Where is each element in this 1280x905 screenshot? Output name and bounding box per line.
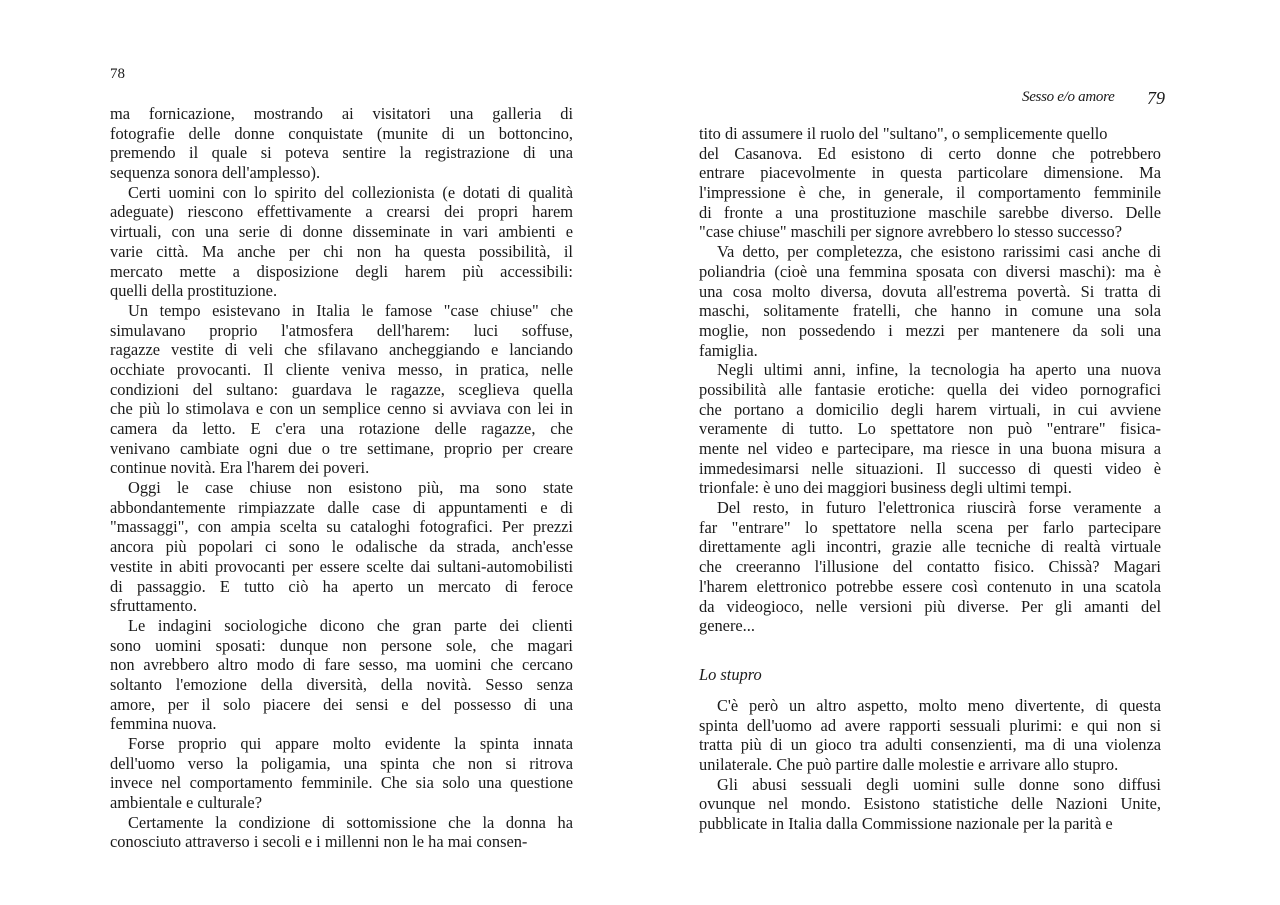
text-line: tratta più di un gioco tra adulti consenzienti, ma di una violenza xyxy=(699,735,1161,755)
text-line: virtuali, con una serie di donne disseminate in vari ambienti e xyxy=(110,222,573,242)
running-head: Sesso e/o amore xyxy=(1022,89,1115,105)
text-line: abbondantemente rimpiazzate dalle case di appuntamenti e di xyxy=(110,497,573,517)
paragraph xyxy=(699,498,1161,636)
paragraph xyxy=(699,696,1161,775)
text-line: continue novità. Era l'harem dei poveri. xyxy=(110,458,370,478)
text-line: mente nel video e partecipare, ma riesce in una buona misura a xyxy=(699,439,1161,458)
paragraph xyxy=(110,104,573,183)
text-line: moglie, non possedendo i mezzi per mantenere da soli una xyxy=(699,320,1161,340)
text-line: Un tempo esistevano in Italia le famose "case chiuse" che xyxy=(128,300,573,320)
text-line: genere... xyxy=(699,616,755,636)
text-line: una cosa molto diversa, dovuta all'estrema povertà. Si tratta di xyxy=(699,281,1161,301)
text-line: mercato mette a disposizione degli harem più accessibili: xyxy=(110,261,573,281)
text-line: camera da letto. E c'era una rotazione delle ragazze, che xyxy=(110,419,573,438)
text-line: "case chiuse" maschili per signore avrebbero lo stesso successo? xyxy=(699,222,1123,242)
text-line: maschi, solitamente fratelli, che hanno in comune una sola xyxy=(699,301,1161,321)
paragraph xyxy=(699,124,1161,144)
text-line: Le indagini sociologiche dicono che gran parte dei clienti xyxy=(128,615,573,635)
text-line: ancora più popolari ci sono le odalische da strada, anch'esse xyxy=(110,537,573,557)
text-line: simulavano proprio l'atmosfera dell'harem: luci soffuse, xyxy=(110,320,573,340)
text-line: C'è però un altro aspetto, molto meno divertente, di questa xyxy=(717,696,1161,715)
text-line: veramente di tutto. Lo spettatore non può "entrare" fisica- xyxy=(699,419,1161,439)
text-line: famiglia. xyxy=(699,340,758,360)
text-line: che creeranno l'illusione del contatto fisico. Chissà? Magari xyxy=(699,557,1161,577)
text-line: di fronte a una prostituzione maschile sarebbe diverso. Delle xyxy=(699,202,1161,222)
text-line: sequenza sonora dell'amplesso). xyxy=(110,163,321,183)
text-line: fotografie delle donne conquistate (munite di un bottoncino, xyxy=(110,123,573,143)
text-line: Va detto, per completezza, che esistono rarissimi casi anche di xyxy=(717,242,1161,262)
text-line: possibilità alle fantasie erotiche: quella dei video pornografici xyxy=(699,379,1161,399)
text-line: direttamente agli incontri, grazie alle tecniche di realtà virtuale xyxy=(699,537,1161,557)
text-line: ovunque nel mondo. Esistono statistiche delle Nazioni Unite, xyxy=(699,794,1161,814)
text-line: Certamente la condizione di sottomissione che la donna ha xyxy=(128,812,573,832)
text-line: conosciuto attraverso i secoli e i millenni non le ha mai consen- xyxy=(110,832,528,852)
text-line: dell'uomo verso la poligamia, una spinta che non si ritrova xyxy=(110,753,573,773)
paragraph xyxy=(699,360,1161,498)
text-line: sono uomini sposati: dunque non persone sole, che magari xyxy=(110,635,573,655)
text-line: Oggi le case chiuse non esistono più, ma sono state xyxy=(128,478,573,498)
paragraph xyxy=(110,301,573,478)
text-line: di passaggio. E tutto ciò ha aperto un mercato di feroce xyxy=(110,576,573,596)
text-line: entrare piacevolmente in questa particolare dimensione. Ma xyxy=(699,163,1161,183)
right-page-section-body xyxy=(699,696,1161,834)
text-line: far "entrare" lo spettatore nella scena per farlo partecipare xyxy=(699,517,1161,537)
text-line: l'impressione è che, in generale, il comportamento femminile xyxy=(699,183,1161,203)
paragraph xyxy=(110,616,573,734)
text-line: che più lo stimolava e con un semplice cenno si avviava con lei in xyxy=(110,399,573,419)
text-line: l'harem elettronico potrebbe essere così contenuto in una scatola xyxy=(699,576,1161,596)
text-line: Gli abusi sessuali degli uomini sulle donne sono diffusi xyxy=(717,774,1161,794)
text-line: Forse proprio qui appare molto evidente la spinta innata xyxy=(128,734,573,753)
paragraph xyxy=(110,183,573,301)
text-line: ambientale e culturale? xyxy=(110,793,262,813)
text-line: Certi uomini con lo spirito del collezionista (e dotati di qualità xyxy=(128,182,573,202)
paragraph xyxy=(110,734,573,813)
text-line: del Casanova. Ed esistono di certo donne che potrebbero xyxy=(699,143,1161,163)
text-line: vestite in abiti provocanti per essere scelte dai sultani-automobilisti xyxy=(110,556,573,576)
text-line: Negli ultimi anni, infine, la tecnologia ha aperto una nuova xyxy=(717,360,1161,380)
page-number-left: 78 xyxy=(110,66,125,82)
text-line: da videogioco, nelle versioni più diverse. Per gli amanti del xyxy=(699,596,1161,616)
paragraph xyxy=(110,813,573,852)
text-line: trionfale: è uno dei maggiori business degli ultimi tempi. xyxy=(699,478,1072,498)
text-line: che portano a domicilio degli harem virtuali, in cui avviene xyxy=(699,399,1161,419)
text-line: amore, per il solo piacere dei sensi e del possesso di una xyxy=(110,694,573,714)
text-line: soltanto l'emozione della diversità, della novità. Sesso senza xyxy=(110,674,573,694)
paragraph xyxy=(699,242,1161,360)
text-line: invece nel comportamento femminile. Che sia solo una questione xyxy=(110,773,573,793)
paragraph xyxy=(699,144,1161,242)
text-line: tito di assumere il ruolo del "sultano", o semplicemente quello xyxy=(699,124,1108,143)
text-line: spinta dell'uomo ad avere rapporti sessuali plurimi: e qui non si xyxy=(699,715,1161,735)
text-line: quelli della prostituzione. xyxy=(110,281,278,301)
text-line: ragazze vestite di veli che sfilavano ancheggiando e lanciando xyxy=(110,340,573,360)
text-line: varie città. Ma anche per chi non ha questa possibilità, il xyxy=(110,241,573,261)
text-line: adeguate) riescono effettivamente a crearsi dei propri harem xyxy=(110,202,573,222)
text-line: unilaterale. Che può partire dalle molestie e arrivare allo stupro. xyxy=(699,755,1119,775)
text-line: premendo il quale si poteva sentire la registrazione di una xyxy=(110,143,573,163)
section-title: Lo stupro xyxy=(699,665,762,684)
text-line: "massaggi", con ampia scelta su cataloghi fotografici. Per prezzi xyxy=(110,517,573,537)
text-line: ma fornicazione, mostrando ai visitatori una galleria di xyxy=(110,104,573,123)
paragraph xyxy=(699,775,1161,834)
text-line: poliandria (cioè una femmina sposata con diversi maschi): ma è xyxy=(699,261,1161,281)
left-page-body xyxy=(110,104,573,852)
page-number-right: 79 xyxy=(1147,88,1165,108)
text-line: Del resto, in futuro l'elettronica riuscirà forse veramente a xyxy=(717,498,1161,518)
text-line: sfruttamento. xyxy=(110,596,197,616)
text-line: femmina nuova. xyxy=(110,714,217,734)
text-line: non avrebbero altro modo di fare sesso, ma uomini che cercano xyxy=(110,655,573,675)
text-line: venivano cambiate ogni due o tre settimane, proprio per creare xyxy=(110,438,573,458)
text-line: pubblicate in Italia dalla Commissione nazionale per la parità e xyxy=(699,814,1113,834)
text-line: condizioni del sultano: guardava le ragazze, sceglieva quella xyxy=(110,379,573,399)
text-line: immedesimarsi nelle situazioni. Il successo di questi video è xyxy=(699,458,1161,478)
paragraph xyxy=(110,478,573,616)
text-line: occhiate provocanti. Il cliente veniva messo, in pratica, nelle xyxy=(110,359,573,379)
right-page-body xyxy=(699,124,1161,636)
